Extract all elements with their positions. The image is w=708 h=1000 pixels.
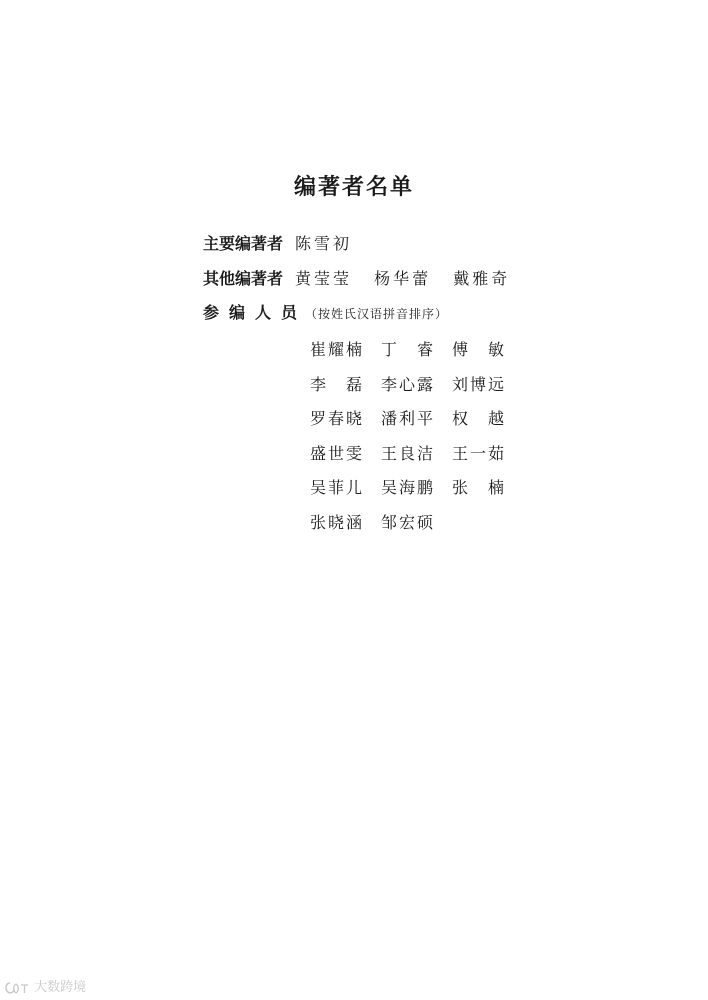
editor-name: 黄莹莹 [295, 269, 353, 288]
contributor-name: 吴海鹏 [381, 478, 436, 497]
editor-name: 戴雅奇 [453, 269, 511, 288]
contributor-name: 傅 敏 [452, 340, 507, 359]
contributor-name: 罗春晓 [310, 409, 365, 428]
contributors-grid-row [310, 440, 530, 475]
contributor-name: 张晓涵 [310, 512, 365, 532]
other-editors-row [203, 265, 524, 293]
contributors-grid-row [310, 509, 530, 544]
sorting-note: （按姓氏汉语拼音排序） [305, 307, 449, 321]
contributor-name: 李 磊 [310, 374, 365, 394]
page-title: 编著者名单 [293, 175, 414, 200]
contributor-name: 刘博远 [452, 374, 507, 394]
contributors-grid-row [310, 336, 530, 371]
contributor-name: 张 楠 [452, 478, 507, 497]
other-editors-names [295, 265, 524, 293]
contributor-name: 崔耀楠 [310, 340, 365, 359]
contributor-name: 王良洁 [381, 443, 436, 463]
editor-name: 陈雪初 [295, 234, 353, 253]
watermark [4, 976, 86, 995]
chief-editor-row [203, 230, 366, 258]
contributor-name: 潘利平 [381, 409, 436, 428]
chief-editor-label: 主要编著者 [203, 234, 284, 253]
contributor-name: 盛世雯 [310, 443, 365, 463]
contributors-grid [310, 336, 530, 543]
contributor-name: 邹宏硕 [381, 512, 436, 532]
contributor-name: 丁 睿 [381, 340, 436, 359]
contributors-grid-row [310, 474, 530, 509]
other-editors-label: 其他编著者 [203, 269, 284, 288]
contributors-grid-row [310, 405, 530, 440]
watermark-text: 大数跨境 [34, 980, 87, 995]
contributors-grid-row [310, 371, 530, 406]
chief-editor-names [295, 230, 366, 258]
contributor-name: 权 越 [452, 409, 507, 428]
contributor-name: 李心露 [381, 374, 436, 394]
contributor-name: 吴菲儿 [310, 478, 365, 497]
watermark-logo-icon [4, 981, 30, 995]
editor-name: 杨华蕾 [374, 269, 432, 288]
contributors-label: 参编人员 [203, 303, 308, 322]
contributor-name: 王一茹 [452, 443, 507, 463]
contributors-row [203, 299, 448, 327]
